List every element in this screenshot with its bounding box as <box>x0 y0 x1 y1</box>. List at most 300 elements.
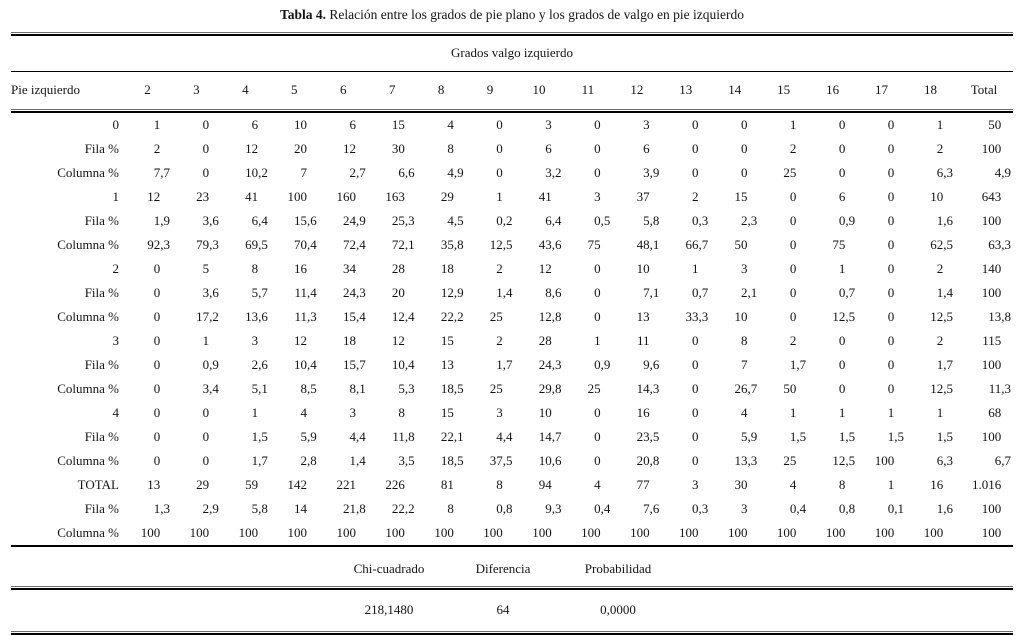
column-header-7: 7 <box>388 82 396 97</box>
table-cell: 1,9 <box>153 213 170 228</box>
table-cell: 43,6 <box>538 237 562 252</box>
table-cell: 5,8 <box>643 213 660 228</box>
table-cell: 4 <box>300 405 307 420</box>
table-cell: 0,2 <box>496 213 513 228</box>
row-label: Columna % <box>57 237 119 252</box>
table-cell: 1,4 <box>349 453 366 468</box>
table-row <box>11 257 1013 281</box>
table-cell: 1 <box>153 117 161 132</box>
table-cell: 13,6 <box>245 309 268 324</box>
table-cell: 0 <box>692 357 699 372</box>
row-label: Fila % <box>84 213 119 228</box>
table-cell: 63,3 <box>988 237 1011 252</box>
table-cell: 226 <box>385 477 405 492</box>
table-cell: 72,4 <box>342 237 366 252</box>
table-cell: 21,8 <box>342 501 366 516</box>
header-table <box>11 72 1013 109</box>
table-cell: 18 <box>440 261 454 276</box>
table-cell: 1,3 <box>153 501 170 516</box>
table-cell: 23,5 <box>636 429 660 444</box>
table-cell: 8 <box>251 261 259 276</box>
table-cell: 1 <box>936 117 944 132</box>
table-cell: 8 <box>496 477 503 492</box>
column-header-14: 14 <box>728 82 742 97</box>
table-cell: 6,6 <box>398 165 415 180</box>
table-cell: 163 <box>385 189 405 204</box>
column-header-3: 3 <box>193 82 200 97</box>
table-cell: 1 <box>789 117 797 132</box>
table-cell: 0 <box>789 237 797 252</box>
table-row <box>11 425 1013 449</box>
table-row <box>11 353 1013 377</box>
table-cell: 25,3 <box>391 213 415 228</box>
table-cell: 8 <box>447 141 454 156</box>
row-label: 4 <box>112 405 119 420</box>
table-cell: 15 <box>440 333 454 348</box>
table-cell: 0 <box>692 453 699 468</box>
table-cell: 1,7 <box>251 453 268 468</box>
table-cell: 1 <box>496 189 503 204</box>
table-cell: 3,9 <box>643 165 660 180</box>
row-header-label: Pie izquierdo <box>11 82 80 97</box>
table-cell: 0 <box>496 141 503 156</box>
column-header-12: 12 <box>630 82 644 97</box>
table-cell: 92,3 <box>147 237 170 252</box>
table-cell: 1,7 <box>496 357 513 372</box>
row-label: TOTAL <box>77 477 119 492</box>
table-cell: 0 <box>202 405 210 420</box>
table-cell: 29,8 <box>538 381 562 396</box>
table-cell: 33,3 <box>685 309 709 324</box>
table-cell: 50 <box>734 237 748 252</box>
table-cell: 100 <box>727 525 748 540</box>
table-cell: 0,5 <box>594 213 611 228</box>
table-cell: 48,1 <box>636 237 660 252</box>
header-row <box>11 72 1013 109</box>
table-cell: 18,5 <box>440 453 464 468</box>
table-cell: 1 <box>838 261 846 276</box>
table-cell: 12,5 <box>832 309 856 324</box>
table-cell: 2 <box>936 141 944 156</box>
table-caption-text: Relación entre los grados de pie plano y los grados de valgo en pie izquierdo <box>326 7 745 22</box>
table-caption-label: Tabla 4. <box>279 7 326 22</box>
row-label: 1 <box>112 189 119 204</box>
table-cell: 12 <box>245 141 259 156</box>
column-header-16: 16 <box>826 82 840 97</box>
table-cell: 221 <box>336 477 356 492</box>
table-row <box>11 137 1013 161</box>
table-cell: 12 <box>538 261 552 276</box>
table-cell: 14 <box>294 501 307 516</box>
table-cell: 0 <box>887 285 895 300</box>
table-cell: 100 <box>981 525 1002 540</box>
row-label: Fila % <box>84 285 119 300</box>
table-cell: 1 <box>789 405 797 420</box>
table-cell: 11,3 <box>294 309 317 324</box>
table-cell: 0 <box>838 117 846 132</box>
table-cell: 12 <box>342 141 356 156</box>
table-cell: 22,1 <box>440 429 464 444</box>
table-cell: 15 <box>440 405 454 420</box>
table-cell: 0 <box>594 309 601 324</box>
table-cell: 15 <box>734 189 748 204</box>
table-cell: 3 <box>251 333 259 348</box>
table-cell: 0 <box>887 117 895 132</box>
table-cell: 0,4 <box>594 501 611 516</box>
table-cell: 6,7 <box>994 453 1011 468</box>
table-cell: 10 <box>538 405 552 420</box>
table-cell: 100 <box>679 525 699 540</box>
table-cell: 1,5 <box>838 429 856 444</box>
table-row <box>11 281 1013 305</box>
table-cell: 0 <box>496 165 503 180</box>
table-cell: 100 <box>434 525 454 540</box>
table-cell: 100 <box>385 525 405 540</box>
table-cell: 100 <box>189 525 210 540</box>
table-cell: 6,3 <box>936 453 953 468</box>
table-cell: 4,4 <box>349 429 366 444</box>
table-cell: 69,5 <box>245 237 268 252</box>
table-cell: 15,4 <box>342 309 366 324</box>
table-cell: 0 <box>838 333 846 348</box>
table-cell: 100 <box>287 189 307 204</box>
table-cell: 8 <box>740 333 748 348</box>
table-cell: 0 <box>496 117 503 132</box>
table-cell: 12,9 <box>440 285 464 300</box>
table-cell: 66,7 <box>685 237 709 252</box>
table-cell: 1 <box>251 405 259 420</box>
column-header-13: 13 <box>679 82 693 97</box>
table-cell: 2 <box>496 261 503 276</box>
table-cell: 100 <box>483 525 503 540</box>
column-header-8: 8 <box>437 82 445 97</box>
table-cell: 0 <box>887 189 895 204</box>
column-header-15: 15 <box>777 82 791 97</box>
table-row <box>11 209 1013 233</box>
table-cell: 0 <box>887 309 895 324</box>
table-cell: 29 <box>196 477 210 492</box>
table-cell: 10,4 <box>391 357 415 372</box>
table-cell: 13,3 <box>734 453 758 468</box>
table-cell: 14,7 <box>538 429 562 444</box>
table-cell: 2 <box>153 141 161 156</box>
table-cell: 24,9 <box>342 213 366 228</box>
table-cell: 3,6 <box>202 285 219 300</box>
table-cell: 11,3 <box>988 381 1011 396</box>
table-cell: 4 <box>789 477 797 492</box>
table-cell: 10,6 <box>538 453 562 468</box>
table-cell: 2,3 <box>740 213 758 228</box>
table-cell: 37,5 <box>489 453 513 468</box>
table-cell: 79,3 <box>196 237 219 252</box>
table-cell: 70,4 <box>294 237 317 252</box>
table-cell: 0 <box>838 165 846 180</box>
table-cell: 24,3 <box>342 285 366 300</box>
table-cell: 13 <box>440 357 454 372</box>
table-row <box>11 449 1013 473</box>
table-cell: 6,3 <box>936 165 953 180</box>
table-cell: 1 <box>936 405 944 420</box>
table-cell: 94 <box>538 477 552 492</box>
table-cell: 30 <box>734 477 748 492</box>
table-cell: 16 <box>294 261 307 276</box>
table-cell: 81 <box>440 477 454 492</box>
table-cell: 12,8 <box>538 309 562 324</box>
table-cell: 3 <box>692 477 699 492</box>
table-cell: 0 <box>692 405 699 420</box>
table-cell: 0,4 <box>789 501 807 516</box>
table-cell: 1 <box>887 405 895 420</box>
table-cell: 0 <box>594 141 601 156</box>
table-cell: 140 <box>981 261 1002 276</box>
stats-value-row <box>329 590 1013 631</box>
table-cell: 3,6 <box>202 213 219 228</box>
table-cell: 0 <box>202 141 210 156</box>
table-cell: 0 <box>153 357 161 372</box>
table-cell: 4 <box>740 405 748 420</box>
table-cell: 10 <box>734 309 748 324</box>
table-cell: 0 <box>789 189 797 204</box>
table-cell: 100 <box>336 525 356 540</box>
stats-value-prob: 0,0000 <box>600 602 636 617</box>
table-cell: 20,8 <box>636 453 660 468</box>
column-header-11: 11 <box>581 82 595 97</box>
table-cell: 0 <box>202 165 210 180</box>
table-cell: 16 <box>636 405 650 420</box>
table-cell: 100 <box>981 501 1002 516</box>
table-cell: 8,5 <box>300 381 317 396</box>
table-cell: 12 <box>294 333 307 348</box>
table-cell: 0 <box>887 237 895 252</box>
row-label: Fila % <box>84 141 119 156</box>
table-cell: 0 <box>202 429 210 444</box>
table-cell: 7,1 <box>643 285 660 300</box>
table-cell: 9,6 <box>643 357 660 372</box>
table-cell: 3 <box>594 189 601 204</box>
table-cell: 2 <box>496 333 503 348</box>
row-label: 2 <box>112 261 119 276</box>
table-cell: 1,5 <box>887 429 904 444</box>
table-cell: 1.016 <box>972 477 1002 492</box>
table-cell: 28 <box>391 261 405 276</box>
row-label: Columna % <box>57 453 119 468</box>
row-label: 0 <box>112 117 119 132</box>
table-cell: 9,3 <box>545 501 562 516</box>
table-cell: 75 <box>832 237 846 252</box>
table-row <box>11 473 1013 497</box>
table-cell: 0 <box>153 333 161 348</box>
table-cell: 0,7 <box>838 285 856 300</box>
table-cell: 77 <box>636 477 650 492</box>
table-cell: 28 <box>538 333 552 348</box>
table-cell: 8 <box>447 501 454 516</box>
column-header-6: 6 <box>339 82 347 97</box>
table-cell: 100 <box>776 525 797 540</box>
table-cell: 5,7 <box>251 285 268 300</box>
table-row <box>11 161 1013 185</box>
table-cell: 100 <box>981 357 1002 372</box>
table-cell: 12 <box>391 333 405 348</box>
table-cell: 11,8 <box>392 429 415 444</box>
table-row <box>11 329 1013 353</box>
table-cell: 0 <box>153 285 161 300</box>
table-cell: 100 <box>981 429 1002 444</box>
table-row <box>11 185 1013 209</box>
table-cell: 7,6 <box>643 501 660 516</box>
table-cell: 0 <box>594 405 601 420</box>
table-cell: 30 <box>391 141 405 156</box>
table-cell: 1 <box>202 333 210 348</box>
table-cell: 3 <box>643 117 650 132</box>
table-cell: 100 <box>981 213 1002 228</box>
table-caption <box>11 0 1013 32</box>
table-cell: 41 <box>538 189 552 204</box>
table-cell: 0 <box>692 429 699 444</box>
table-cell: 10 <box>636 261 650 276</box>
table-cell: 10 <box>294 117 307 132</box>
table-cell: 0 <box>202 117 210 132</box>
table-cell: 13,8 <box>988 309 1011 324</box>
table-cell: 100 <box>874 525 895 540</box>
row-label: Columna % <box>57 165 119 180</box>
table-cell: 0 <box>887 141 895 156</box>
table-cell: 1,4 <box>496 285 513 300</box>
row-label: Fila % <box>84 501 119 516</box>
table-cell: 3 <box>740 501 748 516</box>
table-cell: 6,4 <box>545 213 562 228</box>
table-cell: 0 <box>740 165 748 180</box>
table-cell: 25 <box>489 309 503 324</box>
table-cell: 12,5 <box>832 453 856 468</box>
table-cell: 17,2 <box>196 309 219 324</box>
table-cell: 160 <box>336 189 356 204</box>
table-cell: 0 <box>740 117 748 132</box>
table-row <box>11 113 1013 137</box>
table-cell: 5,8 <box>251 501 268 516</box>
table-cell: 2 <box>936 261 944 276</box>
table-cell: 8 <box>398 405 405 420</box>
table-cell: 0 <box>594 429 601 444</box>
table-cell: 0,3 <box>692 501 709 516</box>
table-cell: 100 <box>532 525 552 540</box>
table-cell: 0 <box>594 261 601 276</box>
table-cell: 0 <box>692 333 699 348</box>
table-cell: 1,5 <box>936 429 953 444</box>
table-cell: 0,9 <box>202 357 219 372</box>
table-cell: 100 <box>287 525 307 540</box>
table-cell: 100 <box>981 285 1002 300</box>
column-header-5: 5 <box>291 82 298 97</box>
table-cell: 25 <box>783 165 797 180</box>
table-cell: 12,5 <box>930 309 953 324</box>
stats-header-prob: Probabilidad <box>584 561 652 576</box>
row-label: Fila % <box>84 357 119 372</box>
table-cell: 6 <box>251 117 259 132</box>
stats-header-row <box>329 547 1013 586</box>
table-cell: 16 <box>930 477 944 492</box>
table-row <box>11 377 1013 401</box>
row-label: Fila % <box>84 429 119 444</box>
table-cell: 0,8 <box>838 501 856 516</box>
table-cell: 0 <box>594 165 601 180</box>
table-cell: 643 <box>981 189 1002 204</box>
table-cell: 0 <box>153 429 161 444</box>
table-cell: 25 <box>489 381 503 396</box>
table-cell: 0 <box>789 285 797 300</box>
table-cell: 12 <box>147 189 161 204</box>
table-cell: 0 <box>202 453 210 468</box>
table-cell: 100 <box>874 453 895 468</box>
table-cell: 10,2 <box>245 165 268 180</box>
table-cell: 20 <box>391 285 405 300</box>
table-cell: 0 <box>789 213 797 228</box>
table-cell: 4,5 <box>447 213 464 228</box>
table-cell: 5 <box>202 261 210 276</box>
table-cell: 11 <box>637 333 650 348</box>
table-cell: 41 <box>245 189 259 204</box>
table-cell: 6,4 <box>251 213 268 228</box>
table-cell: 10,4 <box>294 357 317 372</box>
table-cell: 5,9 <box>300 429 317 444</box>
column-spanner-header: Grados valgo izquierdo <box>450 45 574 60</box>
table-cell: 50 <box>988 117 1002 132</box>
table-cell: 29 <box>440 189 454 204</box>
data-table <box>11 113 1013 545</box>
table-cell: 7,7 <box>153 165 170 180</box>
table-cell: 115 <box>982 333 1002 348</box>
table-cell: 12,5 <box>489 237 513 252</box>
column-header-17: 17 <box>875 82 889 97</box>
table-cell: 18,5 <box>440 381 464 396</box>
table-cell: 0 <box>692 141 699 156</box>
table-cell: 0 <box>740 141 748 156</box>
column-header-2: 2 <box>144 82 151 97</box>
table-cell: 100 <box>630 525 650 540</box>
table-cell: 0 <box>838 141 846 156</box>
table-cell: 8 <box>838 477 846 492</box>
table-cell: 0 <box>887 381 895 396</box>
table-cell: 25 <box>587 381 601 396</box>
table-cell: 0 <box>153 381 161 396</box>
table-cell: 34 <box>342 261 356 276</box>
column-header-18: 18 <box>924 82 937 97</box>
table-cell: 1,5 <box>251 429 268 444</box>
table-cell: 0,9 <box>594 357 611 372</box>
table-cell: 2 <box>789 333 797 348</box>
table-cell: 0 <box>153 261 161 276</box>
table-cell: 6 <box>349 117 356 132</box>
table-cell: 20 <box>294 141 307 156</box>
row-label: Columna % <box>57 525 119 540</box>
stats-header-chi: Chi-cuadrado <box>353 561 425 576</box>
table-cell: 0 <box>594 453 601 468</box>
table-cell: 2 <box>789 141 797 156</box>
table-cell: 100 <box>140 525 161 540</box>
table-cell: 6 <box>545 141 552 156</box>
table-cell: 0,8 <box>496 501 513 516</box>
table-cell: 0 <box>887 165 895 180</box>
table-cell: 2,7 <box>349 165 366 180</box>
row-label: 3 <box>112 333 119 348</box>
table-cell: 15,6 <box>294 213 317 228</box>
table-cell: 1 <box>838 405 846 420</box>
table-cell: 100 <box>923 525 944 540</box>
table-cell: 22,2 <box>391 501 415 516</box>
stats-header-df: Diferencia <box>475 561 531 576</box>
table-cell: 1 <box>692 261 699 276</box>
table-cell: 2,1 <box>740 285 758 300</box>
table-cell: 37 <box>636 189 650 204</box>
